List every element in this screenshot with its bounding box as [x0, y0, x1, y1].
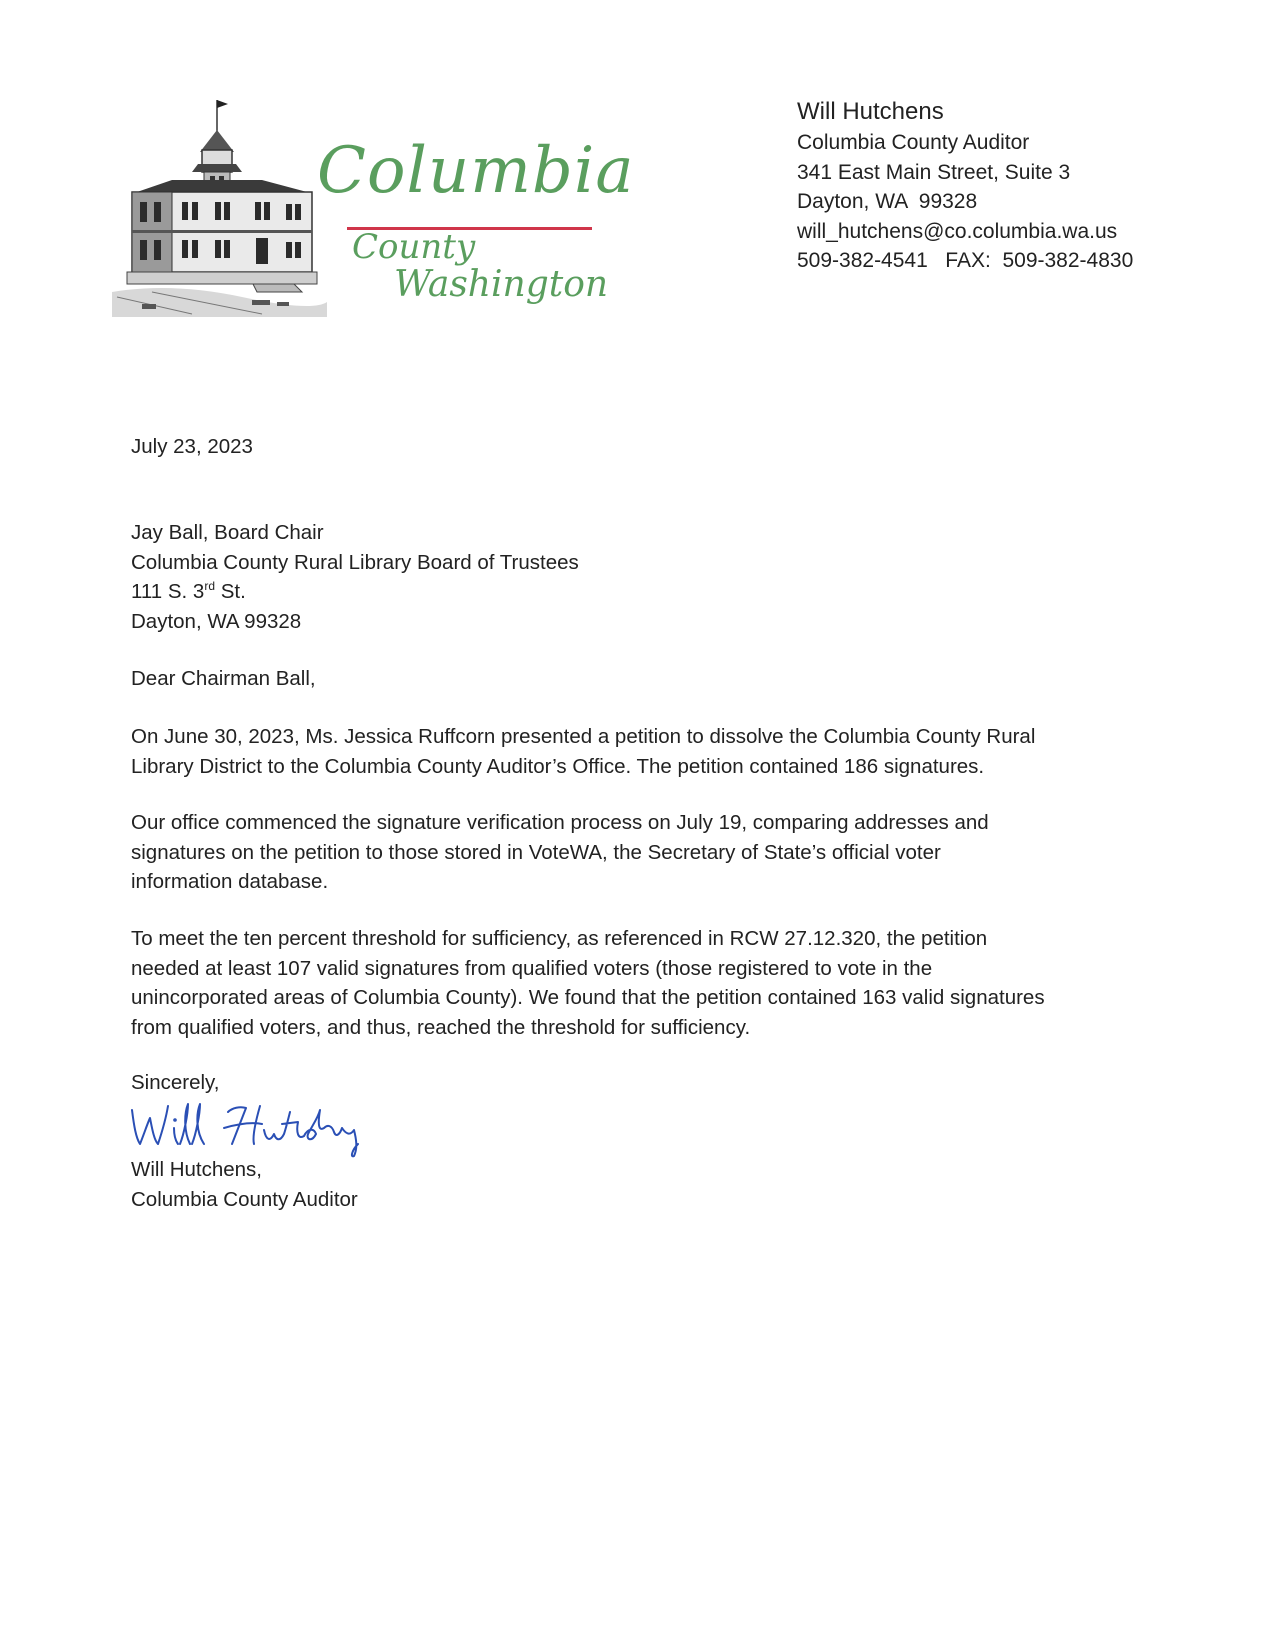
handwritten-signature-icon — [128, 1098, 388, 1160]
body-paragraph-3 — [131, 924, 1045, 1042]
paragraph-line: Our office commenced the signature verification process on July 19, comparing addresses and — [131, 811, 989, 834]
paragraph-line: unincorporated areas of Columbia County). We found that the petition contained 163 valid signatures — [131, 986, 1045, 1009]
paragraph-line: On June 30, 2023, Ms. Jessica Ruffcorn presented a petition to dissolve the Columbia County Rural — [131, 725, 1036, 748]
recipient-city: Dayton, WA 99328 — [131, 609, 302, 633]
sender-name: Will Hutchens — [797, 98, 944, 125]
logo-columbia-text: Columbia — [317, 134, 635, 208]
recipient-street-ordinal: rd — [204, 579, 215, 594]
sender-address-line1: 341 East Main Street, Suite 3 — [797, 160, 1071, 184]
paragraph-line: needed at least 107 valid signatures from qualified voters (those registered to vote in the — [131, 956, 933, 980]
recipient-block — [131, 518, 579, 636]
salutation: Dear Chairman Ball, — [131, 667, 316, 690]
paragraph-line: Library District to the Columbia County Auditor’s Office. The petition contained 186 signatures. — [131, 754, 985, 778]
paragraph-line: signatures on the petition to those stored in VoteWA, the Secretary of State’s official voter — [131, 840, 941, 864]
recipient-organization: Columbia County Rural Library Board of Trustees — [131, 550, 579, 574]
body-paragraph-2 — [131, 808, 989, 897]
paragraph-line: To meet the ten percent threshold for sufficiency, as referenced in RCW 27.12.320, the petition — [131, 927, 988, 950]
body-paragraph-1 — [131, 722, 1035, 781]
recipient-name: Jay Ball, Board Chair — [131, 521, 324, 544]
signer-title: Columbia County Auditor — [131, 1187, 358, 1211]
sender-block — [797, 97, 1133, 276]
letter-date: July 23, 2023 — [131, 435, 253, 458]
courthouse-icon — [112, 92, 327, 322]
sender-address-line2: Dayton, WA 99328 — [797, 190, 978, 213]
closing: Sincerely, — [131, 1071, 220, 1094]
paragraph-line: information database. — [131, 870, 329, 893]
recipient-street-suffix: St. — [215, 580, 246, 603]
recipient-street-number: 111 S. 3 — [131, 580, 205, 603]
signer-name: Will Hutchens, — [131, 1158, 263, 1181]
signer-block — [131, 1155, 358, 1214]
sender-email: will_hutchens@co.columbia.wa.us — [797, 219, 1118, 243]
recipient-street — [131, 577, 579, 607]
paragraph-line: from qualified voters, and thus, reached the threshold for sufficiency. — [131, 1015, 751, 1039]
county-logo — [112, 92, 635, 324]
logo-county-text: County — [352, 227, 476, 267]
logo-washington-text: Washington — [394, 264, 609, 305]
sender-title: Columbia County Auditor — [797, 131, 1030, 154]
sender-phone-fax: 509-382-4541 FAX: 509-382-4830 — [797, 249, 1134, 272]
